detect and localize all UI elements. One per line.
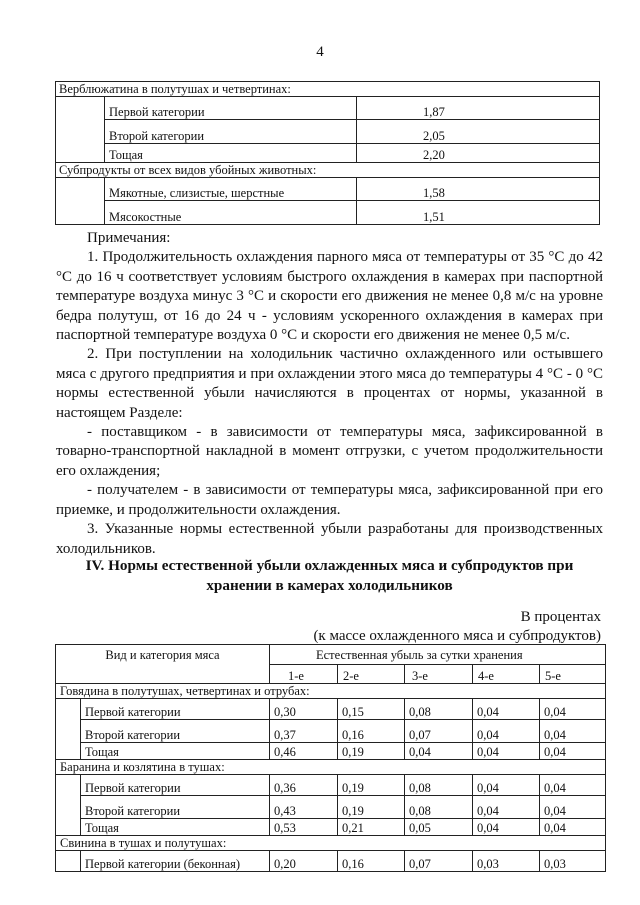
table-row <box>56 120 600 144</box>
note-2-receiver: - получателем - в зависимости от температуры мяса, зафиксированной при его приемке, и продолжительности охлаждения. <box>56 482 603 518</box>
row-label: Тощая <box>81 819 270 836</box>
cell-value: 0,04 <box>540 796 606 819</box>
row-label: Тощая <box>105 144 357 163</box>
cell-value: 0,07 <box>405 720 473 743</box>
group-row <box>56 684 606 699</box>
cell-value: 0,03 <box>473 851 540 872</box>
row-value: 2,20 <box>357 144 600 163</box>
unit-line-1: В процентах <box>520 609 601 625</box>
cell-value: 0,04 <box>540 699 606 720</box>
row-value: 1,58 <box>357 178 600 201</box>
cell-value: 0,53 <box>270 819 338 836</box>
continuation-table <box>55 81 600 225</box>
row-value: 1,51 <box>357 201 600 225</box>
cell-value: 0,43 <box>270 796 338 819</box>
cell-value: 0,21 <box>338 819 405 836</box>
row-label: Второй категории <box>81 796 270 819</box>
heading-line-1: IV. Нормы естественной убыли охлажденных мяса и субпродуктов при <box>85 557 574 574</box>
cell-value: 0,36 <box>270 775 338 796</box>
cell-value: 0,04 <box>405 743 473 760</box>
row-label: Первой категории <box>105 97 357 120</box>
table-row <box>56 97 600 120</box>
header-kind: Вид и категория мяса <box>56 645 270 684</box>
row-label: Мясокостные <box>105 201 357 225</box>
cell-value: 0,04 <box>473 720 540 743</box>
indent-cell <box>56 699 81 760</box>
table-row <box>56 851 606 872</box>
note-1: 1. Продолжительность охлаждения парного мяса от температуры от 35 °С до 42 °С до 16 ч соответствует условиям быстрого охлаждения в камерах при паспортной температуре воздуха минус 3 °С и скорости его движения не менее 0,8 м/с на уровне бедра полутуш, от 16 до 24 ч - условиям ускоренного охлаждения в камерах при паспортной температуре воздуха 0 °С и скорости его движения не менее 0,5 м/с. <box>56 249 603 344</box>
group-row <box>56 163 600 178</box>
cell-value: 0,04 <box>473 743 540 760</box>
header-loss: Естественная убыль за сутки хранения <box>270 645 606 665</box>
cell-value: 0,37 <box>270 720 338 743</box>
cell-value: 0,04 <box>540 819 606 836</box>
notes-block <box>56 229 603 559</box>
row-value: 2,05 <box>357 120 600 144</box>
row-label: Мякотные, слизистые, шерстные <box>105 178 357 201</box>
group-title: Верблюжатина в полутушах и четвертинах: <box>56 82 600 97</box>
row-label: Второй категории <box>81 720 270 743</box>
heading-line-2: хранении в камерах холодильников <box>206 577 453 594</box>
unit-line-2: (к массе охлажденного мяса и субпродуктов) <box>313 628 601 644</box>
group-row <box>56 836 606 851</box>
cell-value: 0,04 <box>540 720 606 743</box>
note-2: 2. При поступлении на холодильник частично охлажденного или остывшего мяса с другого предприятия и при охлаждении этого мяса до температуры 4 °С - 0 °С нормы естественной убыли начисляются в процентах от нормы, указанной в настоящем Разделе: <box>56 346 603 421</box>
group-title: Свинина в тушах и полутушах: <box>56 836 606 851</box>
cell-value: 0,04 <box>473 775 540 796</box>
cell-value: 0,04 <box>540 775 606 796</box>
cell-value: 0,19 <box>338 796 405 819</box>
group-row <box>56 82 600 97</box>
cell-value: 0,08 <box>405 796 473 819</box>
cell-value: 0,15 <box>338 699 405 720</box>
row-label: Первой категории (беконная) <box>81 851 270 872</box>
cell-value: 0,20 <box>270 851 338 872</box>
table-row <box>56 699 606 720</box>
cell-value: 0,03 <box>540 851 606 872</box>
row-value: 1,87 <box>357 97 600 120</box>
cell-value: 0,08 <box>405 699 473 720</box>
unit-label <box>313 608 601 646</box>
row-label: Первой категории <box>81 699 270 720</box>
section-heading <box>56 556 603 596</box>
group-row <box>56 760 606 775</box>
indent-cell <box>56 775 81 836</box>
cell-value: 0,07 <box>405 851 473 872</box>
notes-title: Примечания: <box>87 230 171 246</box>
day-header: 1-е <box>270 665 338 684</box>
day-header: 3-е <box>405 665 473 684</box>
group-title: Субпродукты от всех видов убойных животных: <box>56 163 600 178</box>
table-row <box>56 819 606 836</box>
header-row <box>56 645 606 665</box>
row-label: Второй категории <box>105 120 357 144</box>
cell-value: 0,08 <box>405 775 473 796</box>
cell-value: 0,04 <box>473 699 540 720</box>
indent-cell <box>56 97 105 163</box>
note-3: 3. Указанные нормы естественной убыли разработаны для производственных холодильников. <box>56 521 603 557</box>
cell-value: 0,05 <box>405 819 473 836</box>
note-2-supplier: - поставщиком - в зависимости от температуры мяса, зафиксированной в товарно-транспортной накладной в момент отгрузки, с учетом продолжительности его охлаждения; <box>56 424 603 479</box>
cell-value: 0,16 <box>338 720 405 743</box>
group-title: Баранина и козлятина в тушах: <box>56 760 606 775</box>
day-header: 5-е <box>540 665 606 684</box>
group-title: Говядина в полутушах, четвертинах и отрубах: <box>56 684 606 699</box>
table-row <box>56 720 606 743</box>
cell-value: 0,19 <box>338 775 405 796</box>
cell-value: 0,04 <box>473 819 540 836</box>
day-header: 2-е <box>338 665 405 684</box>
indent-cell <box>56 178 105 225</box>
table-row <box>56 144 600 163</box>
table-row <box>56 796 606 819</box>
row-label: Первой категории <box>81 775 270 796</box>
cell-value: 0,16 <box>338 851 405 872</box>
table-row <box>56 775 606 796</box>
table-row <box>56 743 606 760</box>
cell-value: 0,19 <box>338 743 405 760</box>
table-row <box>56 201 600 225</box>
table-row <box>56 178 600 201</box>
day-header: 4-е <box>473 665 540 684</box>
cell-value: 0,46 <box>270 743 338 760</box>
indent-cell <box>56 851 81 872</box>
page-number: 4 <box>316 44 324 60</box>
row-label: Тощая <box>81 743 270 760</box>
cell-value: 0,30 <box>270 699 338 720</box>
cell-value: 0,04 <box>473 796 540 819</box>
loss-norms-table <box>55 644 606 872</box>
cell-value: 0,04 <box>540 743 606 760</box>
